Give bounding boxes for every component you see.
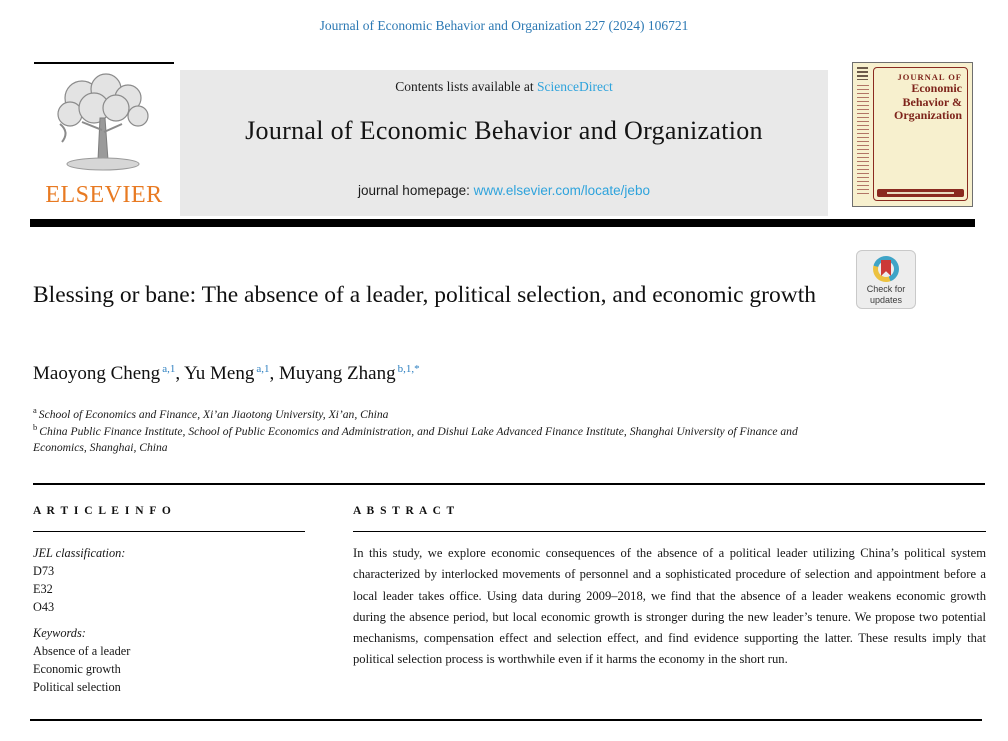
article-title: Blessing or bane: The absence of a leader, political selection, and economic growth — [33, 282, 816, 308]
homepage-prefix: journal homepage: — [358, 183, 474, 198]
jel-code: O43 — [33, 600, 55, 615]
affiliation: $^a$ School of Economics and Finance, Xi’an Jiaotong University, Xi’an, China — [33, 405, 389, 421]
journal-banner — [180, 70, 828, 216]
elsevier-tree-icon — [48, 72, 158, 180]
journal-title: Journal of Economic Behavior and Organization — [245, 116, 763, 145]
crossmark-icon — [873, 256, 899, 282]
logo-top-rule — [34, 62, 174, 64]
jel-label: JEL classification: — [33, 546, 126, 561]
author-superscript[interactable]: a,1 — [162, 362, 176, 375]
contents-line — [180, 79, 828, 95]
cover-url-text-line — [887, 192, 953, 194]
authors-line — [33, 363, 420, 385]
author-superscript[interactable]: b,1,* — [397, 362, 420, 375]
author-superscript[interactable]: a,1 — [256, 362, 270, 375]
article-info-heading-rule — [33, 531, 305, 532]
check-for-updates-label: Check for updates — [866, 284, 906, 305]
abstract-column — [353, 505, 986, 670]
sciencedirect-link[interactable]: ScienceDirect — [537, 79, 613, 94]
author: Maoyong Cheng $^{a,1}$, — [33, 362, 185, 384]
cover-title-line4: Organization — [894, 108, 962, 122]
article-info-column — [33, 505, 305, 696]
cover-title — [878, 72, 962, 123]
cover-toc-lines — [857, 85, 869, 197]
journal-cover-thumbnail — [852, 62, 973, 207]
cover-panel — [873, 67, 968, 201]
cover-title-line3: Behavior & — [902, 94, 962, 109]
page-bottom-rule — [30, 719, 982, 721]
article-info-heading: A R T I C L E I N F O — [33, 505, 173, 517]
info-section-top-rule — [33, 483, 985, 485]
cover-title-line1: JOURNAL OF — [897, 72, 962, 82]
check-for-updates-badge[interactable] — [856, 250, 916, 309]
elsevier-wordmark: ELSEVIER — [45, 182, 163, 208]
jel-code: E32 — [33, 582, 53, 597]
cover-title-line2: Economic — [911, 81, 962, 95]
cover-elsevier-mark-icon — [857, 67, 868, 80]
affiliation: $^b$ China Public Finance Institute, School of Public Economics and Administration, and Dishui Lake Advanced Finance Institute, Shanghai University of Finance and Economics, Shanghai, China — [33, 421, 798, 454]
jel-code: D73 — [33, 564, 55, 579]
affiliations — [33, 407, 833, 457]
homepage-line — [180, 183, 828, 198]
abstract-heading-rule — [353, 531, 986, 532]
author: Muyang Zhang $^{b,1,*}$ — [278, 362, 420, 384]
journal-homepage-link[interactable]: www.elsevier.com/locate/jebo — [473, 183, 650, 198]
elsevier-logo-block — [30, 62, 178, 218]
header-divider-rule — [30, 219, 975, 227]
citation-line[interactable]: Journal of Economic Behavior and Organization 227 (2024) 106721 — [319, 18, 689, 33]
abstract-heading: A B S T R A C T — [353, 505, 456, 517]
contents-prefix: Contents lists available at — [395, 79, 537, 94]
cover-url-bar — [877, 189, 964, 197]
keywords-label: Keywords: — [33, 626, 86, 641]
keyword: Political selection — [33, 680, 121, 695]
keyword: Absence of a leader — [33, 644, 131, 659]
abstract-text: In this study, we explore economic consequences of the absence of a political leader utilizing China’s political system characterized by interlocked movements of personnel and a sophisticated procedure of selection and appointment before a local leader takes office. Using data during 2009–2018, we find that the absence of a leader weakens economic growth during the absence period, but local economic growth is stronger during the new leader’s tenure. We propose two potential mechanisms, compensation effect and selection effect, and find evidence supporting the latter. These results imply that political selection process is worthwhile even if it harms the economy in the short run. — [353, 546, 986, 667]
author: Yu Meng $^{a,1}$, — [184, 362, 279, 384]
keyword: Economic growth — [33, 662, 121, 677]
